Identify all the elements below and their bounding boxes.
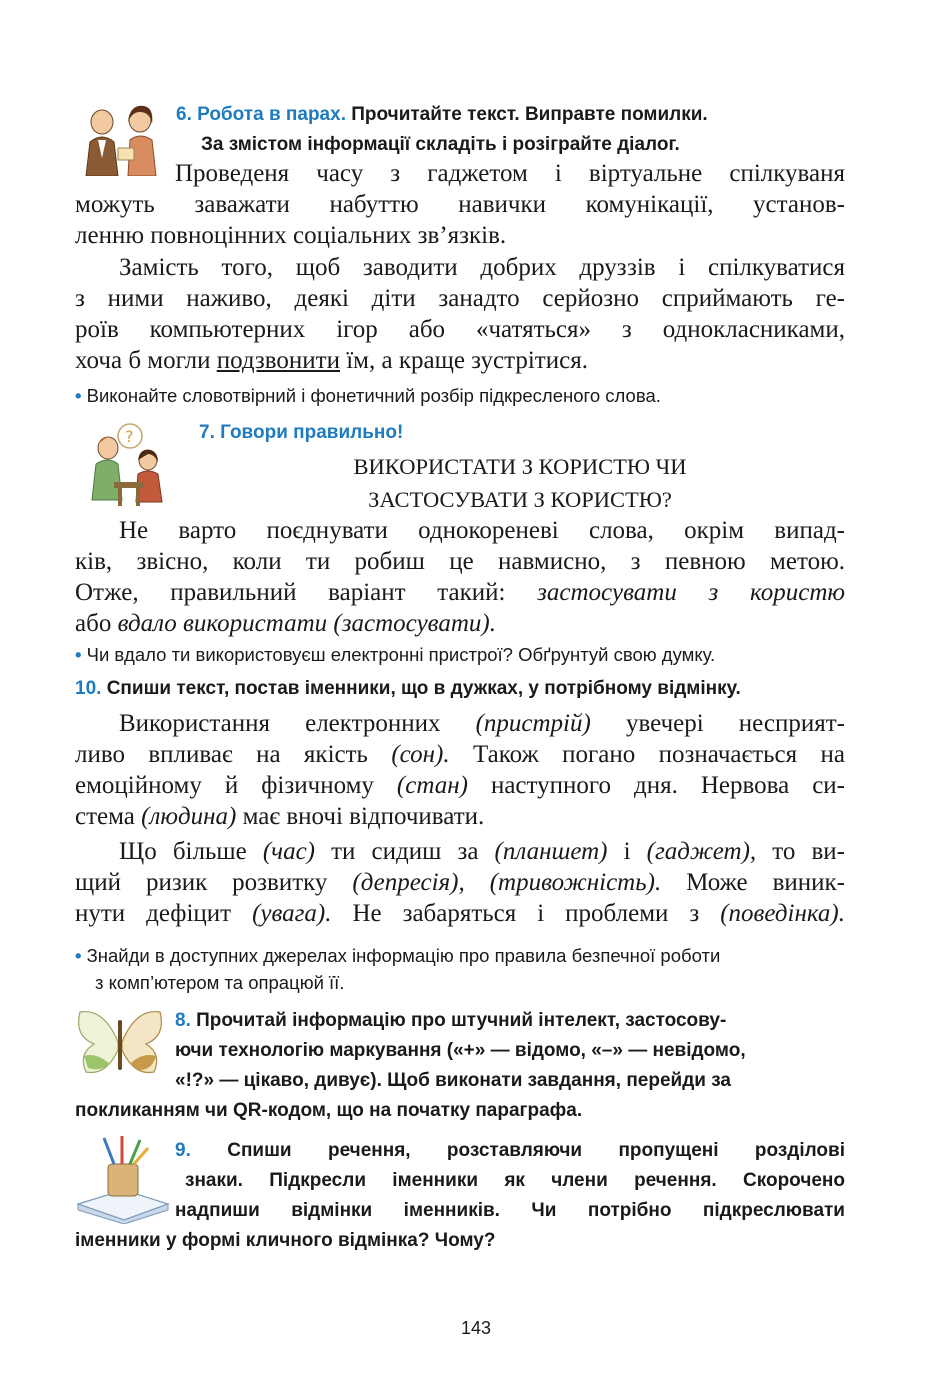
task-10-a-line-2: [75, 739, 845, 770]
task-6-paragraph-1: [75, 158, 845, 251]
task-9-line-2: знаки. Підкресли іменники як члени речення. Скорочено: [185, 1170, 845, 1191]
task-10-bullet-line-2: з комп’ютером та опрацюй її.: [95, 972, 345, 993]
text-fragment: Не забаряться і проблеми з: [331, 900, 721, 927]
task-7-line-4: [75, 608, 845, 639]
task-6-p2-line-4: [75, 345, 845, 376]
task-6-bullet: [75, 382, 661, 410]
underlined-word: подзвонити: [216, 347, 340, 374]
task-6-instruction-1: Прочитайте текст. Виправте помилки.: [351, 104, 708, 125]
task-6-p1-line-3: ленню повноцінних соціальних зв’язків.: [75, 222, 507, 249]
task-7-line-3: [75, 577, 845, 608]
text-fragment: Також погано позначається на: [449, 741, 845, 768]
task-10-a-line-3: [75, 770, 845, 801]
text-fragment: стема: [75, 803, 142, 830]
text-fragment: емоційному й фізичному: [75, 772, 397, 799]
italic-word: (час): [262, 838, 316, 865]
text-fragment: ти сидиш за: [315, 838, 495, 865]
text-fragment: то ви-: [756, 838, 845, 865]
task-7-title: [200, 450, 840, 516]
task-7-paragraph: [75, 515, 845, 639]
task-8-line-3: «!?» — цікаво, дивує). Щоб виконати завдання, перейди за: [175, 1070, 732, 1091]
text-fragment: Може виник-: [661, 869, 845, 896]
italic-word: (тривожність).: [489, 869, 662, 896]
task-8-number: 8.: [175, 1010, 191, 1031]
task-8-line-2: ючи технологію маркування («+» — відомо, «–» — невідомо,: [175, 1040, 746, 1061]
task-8-line-4: покликанням чи QR-кодом, що на початку параграфа.: [75, 1100, 583, 1121]
task-7-line-1: Не варто поєднувати однокореневі слова, окрім випад-: [119, 517, 845, 544]
bullet-dot: •: [75, 385, 82, 406]
task-9-line-4: іменники у формі кличного відмінка? Чому?: [75, 1230, 496, 1251]
task-7-bullet-text: Чи вдало ти використовуєш електронні пристрої? Обґрунтуй свою думку.: [86, 644, 716, 665]
task-7-heading: 7. Говори правильно!: [199, 422, 404, 443]
task-6-p2-line-2: з ними наживо, деякі діти занадто серйозно сприймають ге-: [75, 285, 845, 312]
svg-text:?: ?: [125, 427, 134, 446]
task-6-instruction-2: За змістом інформації складіть і розіграйте діалог.: [201, 134, 680, 155]
italic-word: (гаджет),: [646, 838, 757, 865]
text-fragment: хоча б могли: [75, 347, 217, 374]
task-6-p1-line-2: можуть заважати набуттю навички комунікації, установ-: [75, 191, 845, 218]
task-6-p1-line-1: Проведеня часу з гаджетом і віртуальне спілкуваня: [175, 160, 845, 187]
task-6-number: 6. Робота в парах.: [176, 104, 346, 125]
task-10-b-line-1: [75, 836, 845, 867]
text-fragment: ливо впливає на якість: [75, 741, 392, 768]
task-10-heading: [75, 674, 741, 704]
italic-word: (стан): [396, 772, 468, 799]
text-fragment: [465, 869, 490, 896]
task-9-heading: [75, 1136, 845, 1256]
task-6-heading: [176, 100, 856, 160]
italic-word: (сон).: [391, 741, 450, 768]
task-8-line-1: [75, 1006, 845, 1036]
task-9-text-1: Спиши речення, розставляючи пропущені розділові: [227, 1140, 846, 1161]
task-10-bullet: [75, 942, 720, 996]
text-fragment: і: [607, 838, 647, 865]
task-10-b-line-2: [75, 867, 845, 898]
text-fragment: Отже, правильний варіант такий:: [75, 579, 538, 606]
task-10-instruction: Спиши текст, постав іменники, що в дужках, у потрібному відмінку.: [106, 678, 741, 699]
task-10-a-line-4: [75, 801, 845, 832]
task-10-bullet-line-1: Знайди в доступних джерелах інформацію про правила безпечної роботи: [86, 945, 721, 966]
text-fragment: має вночі відпочивати.: [236, 803, 485, 830]
bullet-dot: •: [75, 945, 82, 966]
italic-phrase: застосувати з користю: [537, 579, 845, 606]
italic-word: (увага).: [252, 900, 332, 927]
task-6-p2-line-1: Замість того, щоб заводити добрих друззів і спілкуватися: [119, 254, 845, 281]
task-10-paragraph-1: [75, 708, 845, 832]
italic-word: (планшет): [494, 838, 608, 865]
task-10-b-line-3: [75, 898, 845, 929]
italic-word: (депресія),: [352, 869, 465, 896]
italic-word: (пристрій): [475, 710, 591, 737]
task-10-a-line-1: [75, 708, 845, 739]
text-fragment: щий ризик розвитку: [75, 869, 353, 896]
text-fragment: увечері несприят-: [590, 710, 846, 737]
task-7-bullet: [75, 641, 715, 669]
italic-word: (поведінка).: [720, 900, 845, 927]
task-8-heading: [75, 1006, 845, 1126]
text-fragment: Використання електронних: [119, 710, 476, 737]
task-10-paragraph-2: [75, 836, 845, 929]
task-8-text-1: Прочитай інформацію про штучний інтелект, застосову-: [196, 1010, 727, 1031]
text-fragment: нути дефіцит: [75, 900, 253, 927]
speak-correctly-icon: [74, 420, 174, 508]
task-9-line-1: [75, 1136, 845, 1166]
task-7-title-line-1: ВИКОРИСТАТИ З КОРИСТЮ ЧИ: [353, 454, 687, 479]
italic-phrase: вдало використати (застосувати).: [117, 610, 496, 637]
task-6-bullet-text: Виконайте словотвірний і фонетичний розбір підкресленого слова.: [86, 385, 661, 406]
task-7-title-line-2: ЗАСТОСУВАТИ З КОРИСТЮ?: [368, 487, 672, 512]
task-10-number: 10.: [75, 678, 102, 699]
task-9-number: 9.: [175, 1140, 191, 1161]
page-number: 143: [460, 1318, 492, 1338]
text-fragment: наступного дня. Нервова си-: [467, 772, 845, 799]
task-6-paragraph-2: [75, 252, 845, 376]
bullet-dot: •: [75, 644, 82, 665]
text-fragment: їм, а краще зустрітися.: [339, 347, 588, 374]
task-7-line-2: ків, звісно, коли ти робиш це навмисно, з певною метою.: [75, 548, 845, 575]
text-fragment: або: [75, 610, 118, 637]
task-9-line-3: надпиши відмінки іменників. Чи потрібно підкреслювати: [175, 1200, 845, 1221]
italic-word: (людина): [141, 803, 237, 830]
text-fragment: Що більше: [119, 838, 263, 865]
task-6-p2-line-3: роїв компьютерних ігор або «чатяться» з однокласниками,: [75, 316, 845, 343]
